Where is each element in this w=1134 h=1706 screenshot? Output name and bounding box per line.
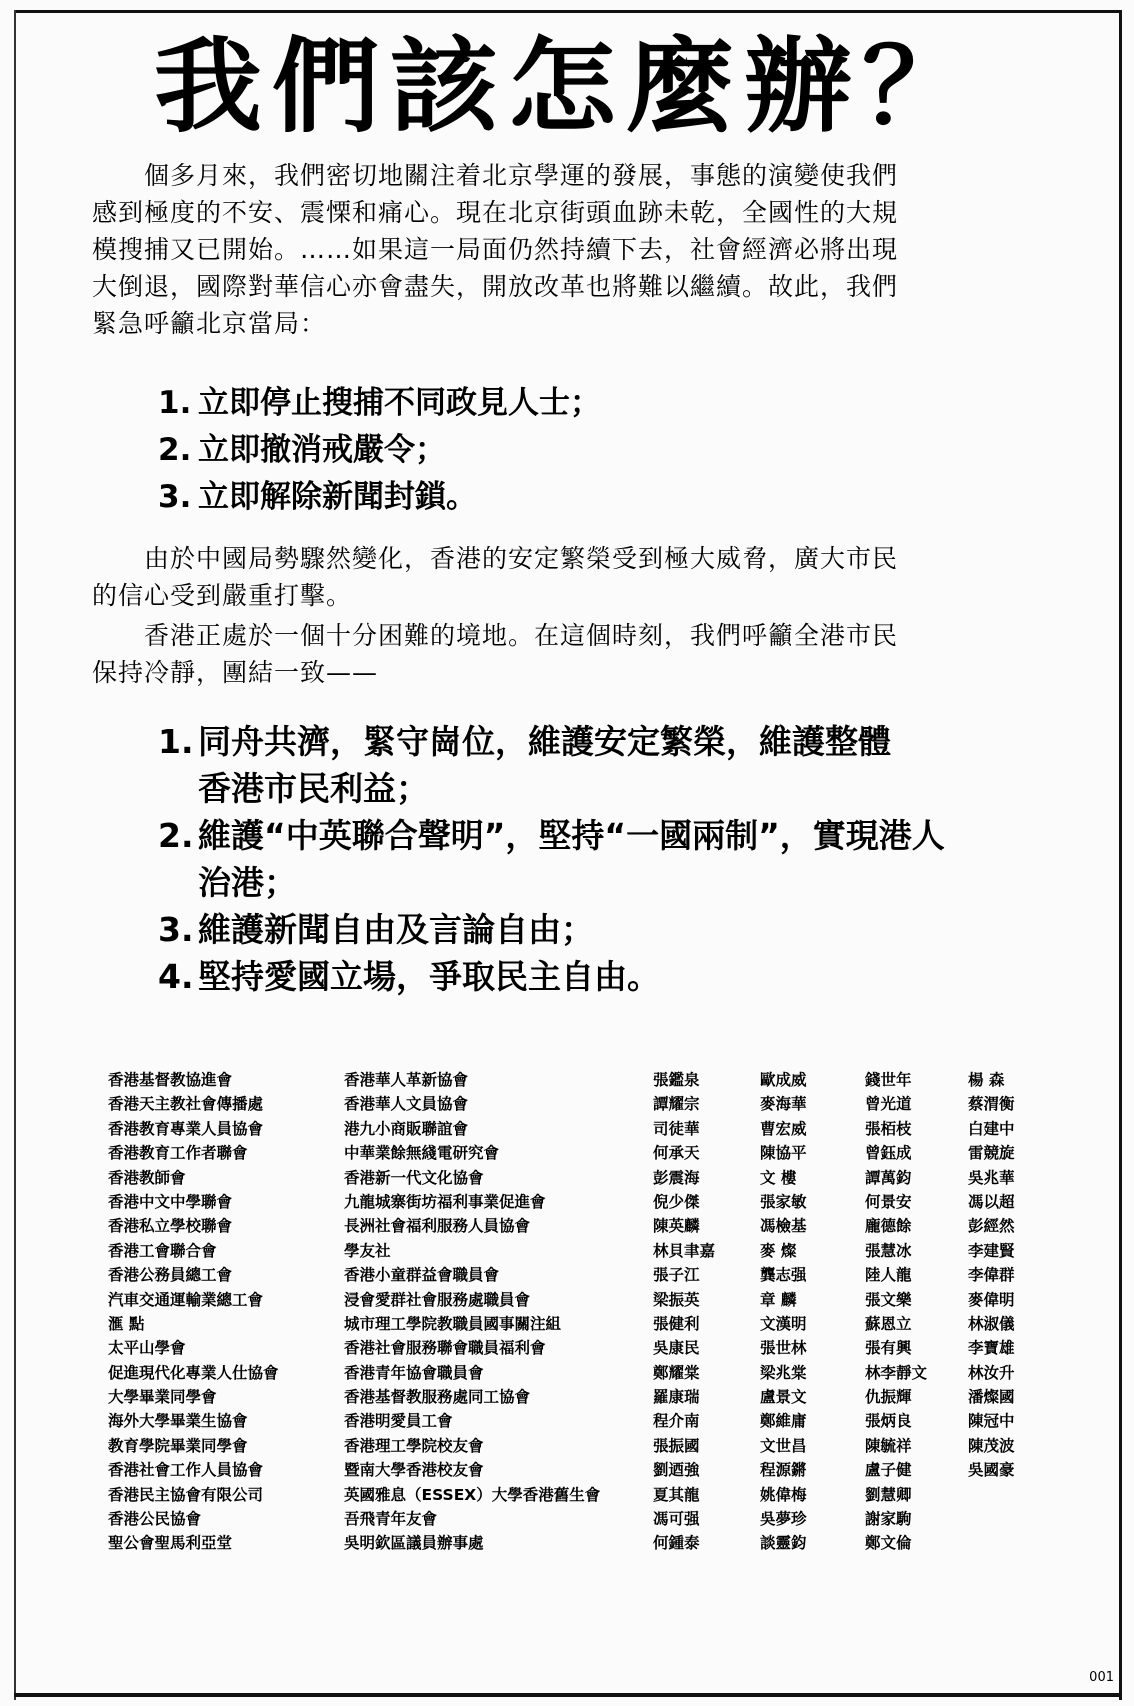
signatory-name: 海外大學畢業生協會	[108, 1412, 248, 1431]
signatory-name: 程介南	[653, 1412, 700, 1431]
signatory-name: 香港私立學校聯會	[108, 1217, 233, 1236]
list-item-continuation: 治港；	[198, 863, 297, 902]
signatory-name: 教育學院畢業同學會	[108, 1436, 248, 1455]
signatory-name: 倪少傑	[653, 1192, 700, 1211]
signatory-name: 吾飛青年友會	[344, 1510, 438, 1529]
signatory-name: 譚耀宗	[653, 1095, 700, 1114]
signatory-name: 香港社會工作人員協會	[108, 1461, 264, 1480]
signatory-name: 曹宏威	[760, 1119, 807, 1138]
signatory-name: 陸人龍	[865, 1266, 912, 1285]
signatory-name: 香港教師會	[108, 1168, 186, 1187]
signatory-name: 蔡渭衡	[968, 1095, 1015, 1114]
signatory-name: 香港新一代文化協會	[344, 1168, 484, 1187]
signatory-name: 羅康瑞	[653, 1388, 700, 1407]
list-item: 1. 同舟共濟，緊守崗位，維護安定繁榮，維護整體	[158, 722, 891, 761]
signatory-name: 盧子健	[865, 1461, 912, 1480]
signatory-name: 張栢枝	[865, 1119, 912, 1138]
signatory-name: 林汝升	[968, 1363, 1015, 1382]
signatory-name: 鄭維庸	[760, 1412, 807, 1431]
signatory-name: 港九小商販聯誼會	[344, 1119, 469, 1138]
page-title: 我們該怎麼辦？	[153, 28, 980, 147]
signatory-name: 張世林	[760, 1339, 807, 1358]
signatory-name: 鄭文倫	[865, 1534, 912, 1553]
signatory-name: 香港民主協會有限公司	[108, 1485, 264, 1504]
signatory-name: 曾光道	[865, 1095, 912, 1114]
signatory-name: 香港華人革新協會	[344, 1071, 469, 1089]
signatory-name: 陳茂波	[968, 1436, 1015, 1455]
signatory-name: 香港公民協會	[108, 1510, 202, 1529]
signatory-name: 夏其龍	[653, 1485, 700, 1504]
situation-paragraph	[92, 540, 1042, 614]
signatory-name: 促進現代化專業人仕協會	[108, 1363, 279, 1382]
signatory-name: 盧景文	[760, 1388, 807, 1407]
signatory-name: 程源鏘	[760, 1461, 807, 1480]
signatory-name: 歐成威	[760, 1071, 807, 1089]
signatory-name: 暨南大學香港校友會	[344, 1461, 484, 1480]
signatory-name: 司徒華	[653, 1119, 700, 1138]
signatory-name: 香港天主教社會傳播處	[108, 1095, 264, 1114]
signatory-name: 麥 燦	[760, 1241, 797, 1260]
paragraph-line: 感到極度的不安、震慄和痛心。現在北京街頭血跡未乾，全國性的大規	[92, 198, 899, 227]
signatory-name: 譚萬鈞	[865, 1168, 912, 1187]
signatory-name: 雷競旋	[968, 1144, 1015, 1163]
signatory-name: 張有興	[865, 1339, 912, 1358]
list-item-continuation: 香港市民利益；	[198, 769, 429, 808]
signatory-name: 張振國	[653, 1436, 700, 1455]
signatory-name: 龔志强	[760, 1266, 807, 1285]
signatory-name: 文世昌	[760, 1436, 807, 1455]
paragraph-line: 由於中國局勢驟然變化，香港的安定繁榮受到極大威脅，廣大市民	[144, 544, 899, 573]
signatory-name: 香港青年協會職員會	[344, 1363, 484, 1382]
signatory-name: 馮可强	[653, 1510, 700, 1529]
signatory-name: 香港理工學院校友會	[344, 1436, 484, 1455]
intro-paragraph	[92, 157, 1042, 342]
signatory-name: 張健利	[653, 1314, 700, 1333]
signatory-name: 李偉群	[968, 1266, 1015, 1285]
signatory-name: 香港工會聯合會	[108, 1241, 217, 1260]
paragraph-line: 個多月來，我們密切地關注着北京學運的發展，事態的演變使我們	[144, 161, 899, 190]
signatories-individuals-3	[865, 1068, 927, 1556]
border-left	[14, 10, 16, 1700]
signatory-name: 何鍾泰	[653, 1534, 700, 1553]
signatory-name: 談靈鈞	[760, 1534, 807, 1553]
signatory-name: 曾鈺成	[865, 1144, 912, 1163]
appeals-list	[158, 718, 1058, 1000]
signatory-name: 梁兆棠	[760, 1363, 807, 1382]
signatory-name: 龐德餘	[865, 1217, 912, 1236]
signatory-name: 學友社	[344, 1241, 391, 1260]
signatory-name: 香港明愛員工會	[344, 1412, 453, 1431]
paragraph-line: 模搜捕又已開始。……如果這一局面仍然持續下去，社會經濟必將出現	[92, 235, 899, 264]
signatory-name: 陳英麟	[653, 1217, 700, 1236]
signatory-name: 香港公務員總工會	[108, 1266, 233, 1285]
signatory-name: 文漢明	[760, 1314, 807, 1333]
signatory-name: 浸會愛群社會服務處職員會	[344, 1290, 531, 1309]
signatory-name: 姚偉梅	[760, 1485, 807, 1504]
signatory-name: 香港基督教服務處同工協會	[344, 1388, 531, 1407]
list-item: 1. 立即停止搜捕不同政見人士；	[158, 385, 601, 421]
signatory-name: 香港華人文員協會	[344, 1095, 469, 1114]
signatories-individuals-1	[653, 1068, 715, 1556]
signatories-organizations-2	[344, 1068, 600, 1556]
paragraph-line: 大倒退，國際對華信心亦會盡失，開放改革也將難以繼續。故此，我們	[92, 272, 899, 301]
signatory-name: 麥海華	[760, 1095, 807, 1114]
signatory-name: 陳協平	[760, 1144, 807, 1163]
signatory-name: 林淑儀	[968, 1314, 1015, 1333]
signatory-name: 陳冠中	[968, 1412, 1015, 1431]
border-bottom	[14, 1693, 1122, 1697]
signatory-name: 香港社會服務聯會職員福利會	[344, 1339, 546, 1358]
list-item: 2. 維護“中英聯合聲明”，堅持“一國兩制”，實現港人	[158, 816, 945, 855]
demands-list	[158, 380, 1058, 521]
signatory-name: 張子江	[653, 1266, 700, 1285]
signatory-name: 香港小童群益會職員會	[344, 1266, 500, 1285]
signatory-name: 吳夢珍	[760, 1510, 807, 1529]
signatory-name: 彭經然	[968, 1217, 1015, 1236]
signatory-name: 張慧冰	[865, 1241, 912, 1260]
signatory-name: 香港教育工作者聯會	[108, 1144, 248, 1163]
signatory-name: 太平山學會	[108, 1339, 186, 1358]
signatory-name: 林貝聿嘉	[653, 1241, 716, 1260]
signatory-name: 吳康民	[653, 1339, 700, 1358]
page-number: 001	[1089, 1670, 1114, 1685]
paragraph-line: 保持冷靜，團結一致——	[92, 658, 379, 687]
signatory-name: 香港中文中學聯會	[108, 1192, 233, 1211]
signatory-name: 英國雅息（ESSEX）大學香港舊生會	[344, 1485, 601, 1504]
signatory-name: 蘇恩立	[865, 1314, 912, 1333]
signatories-individuals-4	[968, 1068, 1015, 1483]
signatory-name: 城市理工學院教職員國事關注組	[344, 1314, 562, 1333]
signatory-name: 林李靜文	[865, 1363, 928, 1382]
signatory-name: 鄭耀棠	[653, 1363, 700, 1382]
signatory-name: 張鑑泉	[653, 1071, 700, 1089]
signatory-name: 錢世年	[865, 1071, 912, 1089]
signatory-name: 汽車交通運輸業總工會	[108, 1290, 264, 1309]
list-item: 4. 堅持愛國立場，爭取民主自由。	[158, 957, 660, 996]
signatory-name: 中華業餘無綫電研究會	[344, 1144, 500, 1163]
paragraph-line: 緊急呼籲北京當局：	[92, 309, 327, 338]
signatory-name: 何景安	[865, 1192, 912, 1211]
signatory-name: 楊 森	[968, 1071, 1005, 1089]
signatory-name: 梁振英	[653, 1290, 700, 1309]
signatory-name: 白建中	[968, 1119, 1015, 1138]
signatory-name: 吳明欽區議員辦事處	[344, 1534, 484, 1553]
signatory-name: 李寶雄	[968, 1339, 1015, 1358]
signatory-name: 彭震海	[653, 1168, 700, 1187]
list-item: 2. 立即撤消戒嚴令；	[158, 432, 446, 468]
signatory-name: 馮檢基	[760, 1217, 807, 1236]
signatory-name: 長洲社會福利服務人員協會	[344, 1217, 531, 1236]
list-item: 3. 維護新聞自由及言論自由；	[158, 910, 594, 949]
signatory-name: 馮以超	[968, 1192, 1015, 1211]
signatory-name: 章 麟	[760, 1290, 797, 1309]
signatory-name: 何承天	[653, 1144, 700, 1163]
signatory-name: 謝家駒	[865, 1510, 912, 1529]
signatory-name: 聖公會聖馬利亞堂	[108, 1534, 233, 1553]
signatories-individuals-2	[760, 1068, 807, 1556]
signatory-name: 張家敏	[760, 1192, 807, 1211]
paragraph-line: 香港正處於一個十分困難的境地。在這個時刻，我們呼籲全港市民	[144, 621, 899, 650]
signatory-name: 劉迺強	[653, 1461, 700, 1480]
list-item: 3. 立即解除新聞封鎖。	[158, 479, 477, 515]
signatory-name: 麥偉明	[968, 1290, 1015, 1309]
signatory-name: 仇振輝	[865, 1388, 912, 1407]
signatory-name: 吳兆華	[968, 1168, 1015, 1187]
signatory-name: 潘燦國	[968, 1388, 1015, 1407]
paragraph-line: 的信心受到嚴重打擊。	[92, 581, 353, 610]
signatory-name: 劉慧卿	[865, 1485, 912, 1504]
signatory-name: 滙 點	[108, 1314, 145, 1333]
signatory-name: 文 樓	[760, 1168, 797, 1187]
border-top	[14, 10, 1120, 13]
signatory-name: 陳毓祥	[865, 1436, 912, 1455]
appeal-paragraph	[92, 617, 1042, 691]
signatory-name: 香港基督教協進會	[108, 1071, 233, 1089]
signatory-name: 香港教育專業人員協會	[108, 1119, 264, 1138]
signatory-name: 張炳良	[865, 1412, 912, 1431]
signatory-name: 吳國豪	[968, 1461, 1015, 1480]
signatories-organizations-1	[108, 1068, 279, 1556]
border-right	[1119, 10, 1122, 1700]
signatory-name: 李建賢	[968, 1241, 1015, 1260]
signatory-name: 張文樂	[865, 1290, 912, 1309]
signatory-name: 大學畢業同學會	[108, 1388, 217, 1407]
signatory-name: 九龍城寨街坊福利事業促進會	[344, 1192, 546, 1211]
